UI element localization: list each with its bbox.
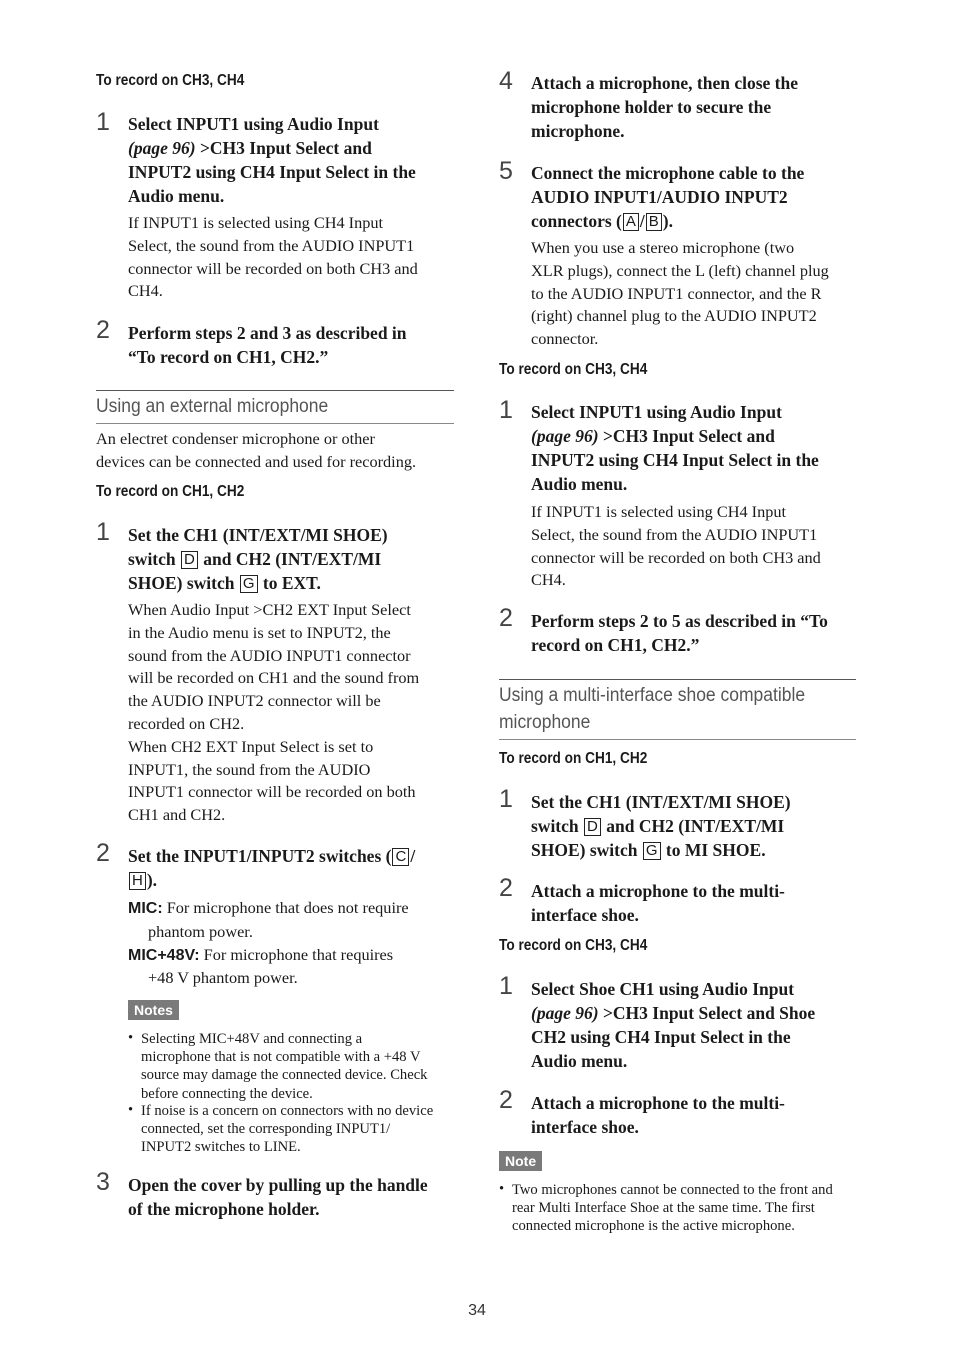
body-line: connector.: [531, 329, 599, 349]
subheading-record-ch3-ch4: To record on CH3, CH4: [499, 937, 648, 954]
bullet-icon: •: [128, 1030, 134, 1046]
body-line: When you use a stereo microphone (two: [531, 238, 795, 257]
option-mic: [128, 897, 409, 921]
body-line: Select, the sound from the AUDIO INPUT1: [531, 524, 818, 544]
step-line: Audio menu.: [128, 186, 225, 206]
note-line: rear Multi Interface Shoe at the same time. The first: [512, 1200, 815, 1217]
step-text: [531, 977, 815, 1073]
callout-key-d: D: [584, 818, 601, 836]
body-line: CH4.: [531, 570, 566, 590]
step-number: 3: [96, 1168, 110, 1196]
option-text: For microphone that requires: [199, 944, 394, 964]
step-line: Attach a microphone to the multi-: [531, 1093, 785, 1113]
callout-key-g: G: [240, 575, 258, 593]
step-line: record on CH1, CH2.”: [531, 635, 700, 655]
step-text: [531, 1091, 785, 1139]
option-label: MIC:: [128, 900, 163, 917]
note-badge: Note: [499, 1151, 542, 1171]
step-line-text: switch: [128, 549, 176, 569]
step-line: [531, 814, 791, 838]
step-line-text: SHOE) switch: [128, 573, 235, 593]
step-line: [531, 838, 791, 862]
bullet-icon: •: [499, 1181, 505, 1197]
step-line: [531, 424, 819, 448]
body-line: (right) channel plug to the AUDIO INPUT2: [531, 306, 817, 326]
page-reference-link[interactable]: (page 96): [531, 426, 599, 446]
step-text: [128, 112, 416, 208]
step-text: [531, 400, 819, 496]
step-line-text: Set the INPUT1/INPUT2 switches (: [128, 846, 392, 866]
option-text: phantom power.: [148, 921, 253, 941]
body-line: devices can be connected and used for recording.: [96, 451, 417, 471]
step-number: 2: [499, 874, 513, 902]
body-line: Select, the sound from the AUDIO INPUT1: [128, 235, 415, 255]
section-title: Using an external microphone: [96, 396, 329, 417]
step-line-text: and CH2 (INT/EXT/MI: [203, 549, 382, 569]
step-line-text: >CH3 Input Select and: [598, 426, 775, 446]
step-line-text: ).: [146, 870, 158, 890]
notes-badge: Notes: [128, 1000, 179, 1020]
step-text: [531, 161, 804, 233]
note-line: If noise is a concern on connectors with no device: [141, 1103, 434, 1119]
callout-key-h: H: [129, 872, 146, 890]
step-text: [531, 879, 785, 927]
step-line: INPUT2 using CH4 Input Select in the: [531, 450, 819, 470]
body-line: An electret condenser microphone or other: [96, 429, 375, 448]
section-title: Using a multi-interface shoe compatible: [499, 685, 806, 706]
step-number: 2: [499, 1086, 513, 1114]
step-line: Attach a microphone to the multi-: [531, 881, 785, 901]
note-line: before connecting the device.: [141, 1085, 313, 1102]
body-line: XLR plugs), connect the L (left) channel plug: [531, 260, 829, 280]
note-item: [512, 1181, 833, 1236]
step-line: [128, 547, 388, 571]
note-item: [141, 1030, 427, 1103]
subheading-record-ch1-ch2: To record on CH1, CH2: [96, 483, 245, 500]
step-text: [128, 321, 407, 369]
page-reference-link[interactable]: (page 96): [128, 138, 196, 158]
body-line: When CH2 EXT Input Select is set to: [128, 736, 374, 756]
step-line: Set the CH1 (INT/EXT/MI SHOE): [531, 792, 791, 812]
step-line-text: /: [410, 846, 416, 866]
step-number: 1: [96, 108, 110, 136]
step-line: Perform steps 2 and 3 as described in: [128, 323, 407, 343]
step-number: 1: [96, 518, 110, 546]
body-line: connector will be recorded on both CH3 and: [531, 547, 821, 567]
note-line: connected microphone is the active microphone.: [512, 1218, 795, 1235]
step-body: [128, 599, 419, 827]
step-number: 2: [499, 604, 513, 632]
note-line: INPUT2 switches to LINE.: [141, 1139, 301, 1156]
step-line-text: and CH2 (INT/EXT/MI: [606, 816, 785, 836]
step-line: Set the CH1 (INT/EXT/MI SHOE): [128, 525, 388, 545]
step-line: [128, 136, 416, 160]
note-line: microphone that is not compatible with a +48 V: [141, 1049, 421, 1066]
step-line-text: to EXT.: [262, 573, 321, 593]
step-line: microphone.: [531, 121, 625, 141]
body-line: in the Audio menu is set to INPUT2, the: [128, 622, 391, 642]
step-number: 4: [499, 67, 513, 95]
body-line: When Audio Input >CH2 EXT Input Select: [128, 600, 411, 619]
step-text: [531, 71, 798, 143]
intro-paragraph: [96, 428, 416, 474]
subheading-record-ch3-ch4: To record on CH3, CH4: [499, 361, 648, 378]
step-number: 2: [96, 839, 110, 867]
step-number: 1: [499, 972, 513, 1000]
body-line: INPUT1 connector will be recorded on both: [128, 782, 416, 802]
option-mic48v: [128, 944, 409, 968]
step-line: interface shoe.: [531, 1117, 639, 1137]
body-line: If INPUT1 is selected using CH4 Input: [531, 502, 787, 521]
step-line: Attach a microphone, then close the: [531, 73, 799, 93]
step-number: 2: [96, 316, 110, 344]
step-line: Open the cover by pulling up the handle: [128, 1175, 428, 1195]
body-line: sound from the AUDIO INPUT1 connector: [128, 645, 411, 665]
section-heading: [96, 390, 454, 424]
step-line: [128, 571, 388, 595]
body-line: connector will be recorded on both CH3 and: [128, 258, 418, 278]
callout-key-c: C: [392, 848, 409, 866]
step-text: [128, 844, 415, 892]
step-line-text: switch: [531, 816, 579, 836]
step-line: Audio menu.: [531, 1051, 628, 1071]
body-line: INPUT1, the sound from the AUDIO: [128, 759, 371, 779]
subheading-record-ch1-ch2: To record on CH1, CH2: [499, 750, 648, 767]
step-line: Connect the microphone cable to the: [531, 163, 805, 183]
note-line: Two microphones cannot be connected to the front and: [512, 1182, 833, 1198]
note-line: connected, set the corresponding INPUT1/: [141, 1121, 391, 1138]
step-text: [531, 609, 828, 657]
callout-key-d: D: [181, 551, 198, 569]
page-reference-link[interactable]: (page 96): [531, 1003, 599, 1023]
note-line: source may damage the connected device. Check: [141, 1067, 428, 1084]
step-line: Select INPUT1 using Audio Input: [128, 114, 379, 134]
step-line: microphone holder to secure the: [531, 97, 772, 117]
step-line-text: ).: [662, 211, 673, 231]
step-line: CH2 using CH4 Input Select in the: [531, 1027, 791, 1047]
step-line: interface shoe.: [531, 905, 639, 925]
step-line-text: connectors (: [531, 211, 622, 231]
body-line: CH4.: [128, 281, 163, 301]
section-title: microphone: [499, 712, 591, 733]
step-body: [531, 501, 821, 592]
step-line: INPUT2 using CH4 Input Select in the: [128, 162, 416, 182]
step-line: Audio menu.: [531, 474, 628, 494]
step-text: [128, 523, 388, 595]
subheading-record-ch3-ch4: To record on CH3, CH4: [96, 72, 245, 89]
step-text: [128, 1173, 428, 1221]
body-line: If INPUT1 is selected using CH4 Input: [128, 213, 384, 232]
step-number: 1: [499, 396, 513, 424]
step-number: 1: [499, 785, 513, 813]
section-heading: [499, 679, 856, 740]
step-line: Select INPUT1 using Audio Input: [531, 402, 782, 422]
step-line: [128, 844, 415, 868]
step-line-text: >CH3 Input Select and Shoe: [598, 1003, 816, 1023]
step-line-text: SHOE) switch: [531, 840, 638, 860]
step-line: AUDIO INPUT1/AUDIO INPUT2: [531, 187, 788, 207]
body-line: to the AUDIO INPUT1 connector, and the R: [531, 283, 822, 303]
step-line: [128, 868, 415, 892]
step-line-text: >CH3 Input Select and: [195, 138, 372, 158]
step-line: Select Shoe CH1 using Audio Input: [531, 979, 795, 999]
page-number: 34: [468, 1302, 486, 1319]
step-line: “To record on CH1, CH2.”: [128, 347, 329, 367]
step-body: [128, 212, 418, 303]
step-text: [531, 790, 791, 862]
option-text: +48 V phantom power.: [148, 968, 298, 988]
bullet-icon: •: [128, 1102, 134, 1118]
option-list: [128, 897, 409, 990]
option-text: For microphone that does not require: [162, 898, 409, 917]
step-number: 5: [499, 157, 513, 185]
step-line-text: to MI SHOE.: [665, 840, 766, 860]
body-line: the AUDIO INPUT2 connector will be: [128, 691, 381, 711]
step-line: of the microphone holder.: [128, 1199, 320, 1219]
step-line-text: /: [639, 211, 645, 231]
body-line: recorded on CH2.: [128, 713, 245, 733]
note-item: [141, 1102, 433, 1157]
callout-key-b: B: [646, 213, 662, 231]
step-line: [531, 1001, 815, 1025]
option-label: MIC+48V:: [128, 946, 200, 964]
body-line: will be recorded on CH1 and the sound from: [128, 668, 420, 688]
step-line: [531, 209, 804, 233]
step-body: [531, 237, 829, 351]
callout-key-a: A: [623, 213, 639, 231]
note-line: Selecting MIC+48V and connecting a: [141, 1031, 363, 1047]
body-line: CH1 and CH2.: [128, 805, 226, 825]
callout-key-g: G: [643, 842, 661, 860]
step-line: Perform steps 2 to 5 as described in “To: [531, 611, 828, 631]
